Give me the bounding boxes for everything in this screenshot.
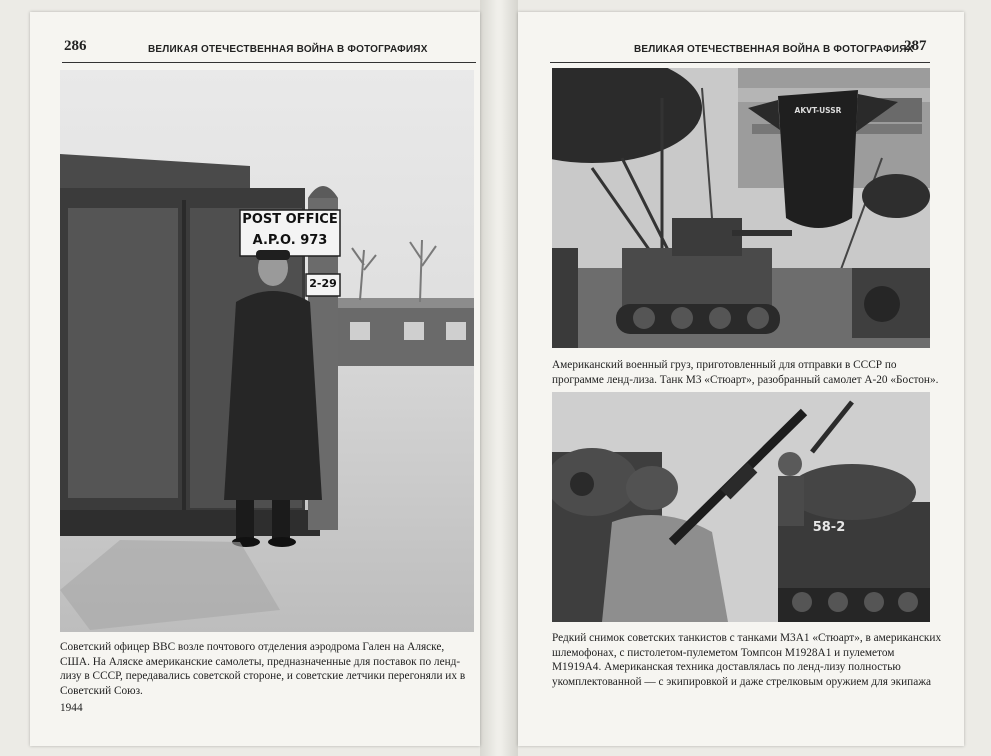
small-sign-number: 2-29 — [309, 277, 337, 290]
tank-crews-photo — [552, 392, 930, 622]
right-bottom-caption-text: Редкий снимок советских танкистов с танками М3А1 «Стюарт», в американских шлемофонах, с пистолетом-пулеметом Томпсон М1928А1 и пулеметом М1919А4. Американская техника доставлялась по ленд-лизу полностью укомплектованной — с экипировкой и даже стрелковым оружием для экипажа — [552, 632, 942, 688]
right-page — [518, 12, 964, 746]
right-header-rule — [550, 62, 930, 63]
left-caption-text: Советский офицер ВВС возле почтового отделения аэродрома Гален на Аляске, США. На Аляске американские самолеты, предназначенные для поставок по ленд-лизу в СССР, передавались советской стороне, и советские летчики перегоняли их в Советский Союз. — [60, 641, 466, 697]
fuselage-stencil: AKVT-USSR — [794, 106, 842, 115]
right-top-caption-text: Американский военный груз, приготовленный для отправки в СССР по программе ленд-лиза. Танк М3 «Стюарт», разобранный самолет А-20 «Бостон». — [552, 359, 939, 386]
right-bottom-caption — [552, 631, 944, 689]
post-office-sign-line-2: A.P.O. 973 — [252, 233, 328, 248]
left-caption — [60, 640, 470, 716]
left-running-title: ВЕЛИКАЯ ОТЕЧЕСТВЕННАЯ ВОЙНА В ФОТОГРАФИЯХ — [148, 44, 428, 55]
tank-hull-number: 58-2 — [812, 520, 846, 535]
left-caption-year: 1944 — [60, 702, 83, 714]
post-office-photo — [60, 70, 474, 632]
right-running-title: ВЕЛИКАЯ ОТЕЧЕСТВЕННАЯ ВОЙНА В ФОТОГРАФИЯХ — [634, 44, 914, 55]
left-header-rule — [62, 62, 476, 63]
post-office-sign-line-1: POST OFFICE — [242, 212, 338, 227]
right-page-number: 287 — [904, 38, 927, 54]
book-gutter — [480, 0, 518, 756]
lend-lease-cargo-photo — [552, 68, 930, 348]
left-page — [30, 12, 480, 746]
left-page-number: 286 — [64, 38, 87, 54]
